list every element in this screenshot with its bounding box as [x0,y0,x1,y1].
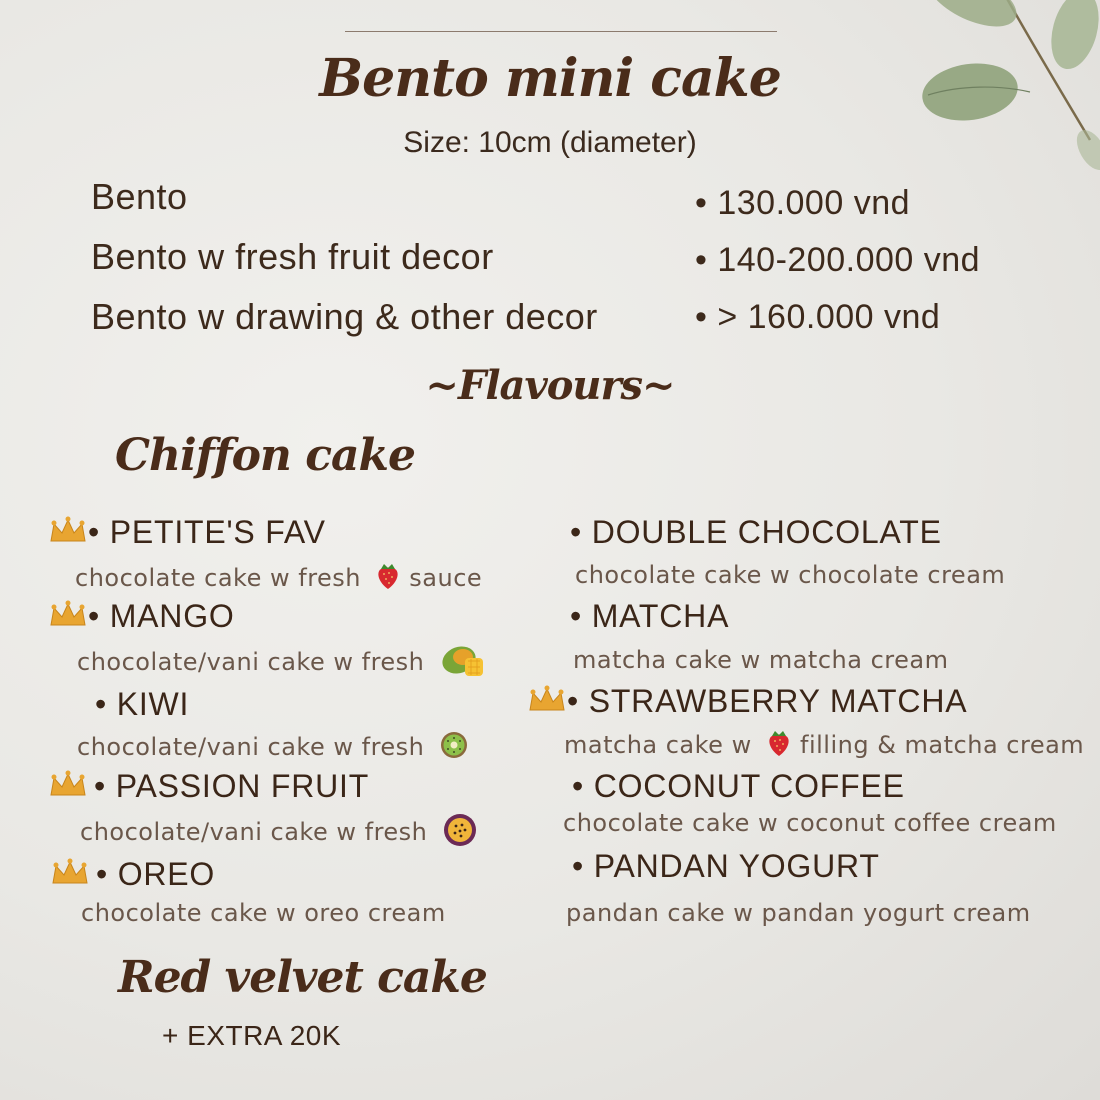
flavour-desc-text: chocolate/vani cake w fresh [77,733,425,761]
flavour-desc-text: chocolate/vani cake w fresh [77,648,425,676]
flavour-desc-double-chocolate: chocolate cake w chocolate cream [575,561,1006,589]
top-divider [345,31,777,32]
chiffon-heading: Chiffon cake [115,430,416,481]
flavour-desc-kiwi [77,730,469,766]
flavour-mango [48,598,235,638]
flavour-desc-text: filling & matcha cream [800,731,1085,759]
flavour-name: • PETITE'S FAV [88,514,326,550]
crown-icon [48,600,88,638]
strawberry-icon [766,729,792,763]
flavour-desc-coconut-coffee: chocolate cake w coconut coffee cream [563,809,1057,837]
flavour-coconut-coffee: • COCONUT COFFEE [572,768,905,804]
flavour-desc-pandan-yogurt: pandan cake w pandan yogurt cream [566,899,1031,927]
flavour-double-chocolate: • DOUBLE CHOCOLATE [570,514,942,550]
flavour-desc-passion-fruit [80,812,478,854]
flavour-desc-text: chocolate/vani cake w fresh [80,818,428,846]
price-value-fresh-fruit: • 140-200.000 vnd [695,241,981,279]
flavour-name: • PASSION FRUIT [94,768,370,804]
flavour-desc-text: matcha cake w [564,731,752,759]
flavour-desc-text: sauce [409,564,483,592]
flavour-desc-petites-fav [75,562,482,596]
flavour-pandan-yogurt: • PANDAN YOGURT [572,848,880,884]
flavours-heading: ~Flavours~ [425,362,675,409]
flavour-passion-fruit [48,768,369,808]
crown-icon [527,685,567,723]
menu-title: Bento mini cake [319,48,781,109]
red-velvet-extra: + EXTRA 20K [162,1020,342,1051]
flavour-strawberry-matcha [527,683,967,723]
crown-icon [48,516,88,554]
flavour-petites-fav [48,514,326,554]
price-value-drawing: • > 160.000 vnd [695,298,941,336]
price-name-bento: Bento [91,176,188,217]
price-name-drawing: Bento w drawing & other decor [91,296,598,337]
flavour-desc-oreo: chocolate cake w oreo cream [81,899,446,927]
passion-fruit-icon [442,812,478,854]
size-info: Size: 10cm (diameter) [403,126,697,159]
flavour-desc-mango [77,640,487,686]
flavour-kiwi: • KIWI [95,686,190,722]
crown-icon [48,770,88,808]
flavour-oreo [50,856,215,896]
flavour-name: • MANGO [88,598,235,634]
flavour-desc-matcha: matcha cake w matcha cream [573,646,949,674]
flavour-name: • OREO [96,856,216,892]
flavour-name: • STRAWBERRY MATCHA [567,683,968,719]
price-name-fresh-fruit: Bento w fresh fruit decor [91,236,494,277]
red-velvet-heading: Red velvet cake [118,952,487,1003]
flavour-desc-strawberry-matcha [564,729,1084,763]
kiwi-icon [439,730,469,766]
flavour-desc-text: chocolate cake w fresh [75,564,362,592]
strawberry-icon [375,562,401,596]
flavour-matcha: • MATCHA [570,598,730,634]
mango-icon [439,640,487,686]
price-value-bento: • 130.000 vnd [695,184,911,222]
crown-icon [50,858,90,896]
